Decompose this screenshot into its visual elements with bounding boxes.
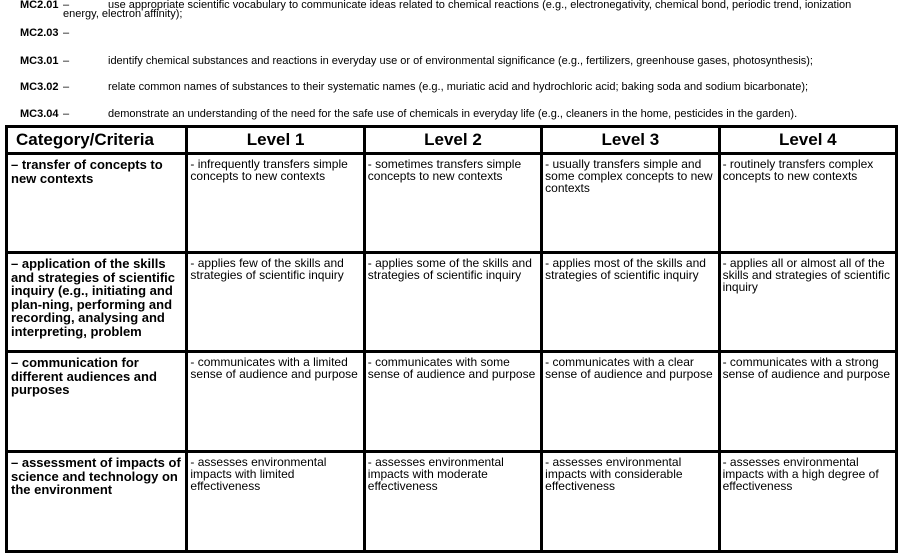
level-descriptor: - assesses environmental impacts with moderate effectiveness (367, 456, 504, 493)
level-4-cell (719, 154, 896, 253)
header-level-2: Level 2 (364, 127, 541, 154)
rubric-row (7, 452, 897, 552)
level-2-cell (364, 452, 541, 552)
level-2-cell (364, 352, 541, 452)
level-1-cell (187, 452, 364, 552)
level-4-cell (719, 452, 896, 552)
criteria-cell (7, 452, 187, 552)
expectation-dash: – (63, 81, 70, 93)
expectation-dash: – (63, 55, 70, 67)
criteria-cell (7, 253, 187, 352)
criteria-text: – assessment of impacts of science and technology on the environment (11, 456, 181, 498)
level-descriptor: - routinely transfers complex concepts to new contexts (722, 158, 874, 183)
expectation-text: use appropriate scientific vocabulary to communicate ideas related to chemical reactions (e.g., electronegativity, chemical bond, periodic trend, ionization (108, 0, 852, 11)
criteria-cell (7, 352, 187, 452)
criteria-text: – application of the skills and strategies of scientific inquiry (e.g., initiating and plan-ning, performing and recording, analysing and interpreting, problem (11, 257, 175, 339)
level-4-cell (719, 253, 896, 352)
criteria-cell (7, 154, 187, 253)
header-level-1: Level 1 (187, 127, 364, 154)
level-descriptor: - communicates with a clear sense of audience and purpose (545, 356, 713, 381)
level-3-cell (542, 154, 719, 253)
expectation-code: MC3.04 (20, 108, 59, 120)
level-descriptor: - applies most of the skills and strategies of scientific inquiry (545, 257, 706, 282)
level-descriptor: - sometimes transfers simple concepts to new contexts (367, 158, 522, 183)
level-descriptor: - assesses environmental impacts with considerable effectiveness (545, 456, 683, 493)
level-4-cell (719, 352, 896, 452)
level-descriptor: - applies few of the skills and strategies of scientific inquiry (190, 257, 344, 282)
level-3-cell (542, 452, 719, 552)
level-descriptor: - usually transfers simple and some complex concepts to new contexts (545, 158, 713, 195)
expectation-code: MC2.03 (20, 27, 59, 39)
rubric-table (5, 125, 898, 553)
rubric-header-row (7, 127, 897, 154)
level-3-cell (542, 352, 719, 452)
expectation-text: demonstrate an understanding of the need for the safe use of chemicals in everyday life (e.g., cleaners in the home, pesticides in the garden). (108, 108, 798, 120)
level-2-cell (364, 253, 541, 352)
level-descriptor: - applies all or almost all of the skills and strategies of scientific inquiry (722, 257, 890, 294)
expectation-code: MC2.01 (20, 0, 59, 11)
criteria-text: – communication for different audiences and purposes (11, 356, 157, 398)
level-descriptor: - infrequently transfers simple concepts to new contexts (190, 158, 348, 183)
level-descriptor: - communicates with a strong sense of audience and purpose (722, 356, 891, 381)
rubric-row (7, 352, 897, 452)
criteria-text: – transfer of concepts to new contexts (11, 158, 163, 186)
level-1-cell (187, 352, 364, 452)
level-descriptor: - communicates with some sense of audience and purpose (367, 356, 536, 381)
header-level-4: Level 4 (719, 127, 896, 154)
expectations-list (0, 0, 898, 124)
level-1-cell (187, 154, 364, 253)
expectation-dash: – (63, 108, 70, 120)
level-descriptor: - communicates with a limited sense of audience and purpose (190, 356, 358, 381)
expectation-dash: – (63, 0, 70, 11)
header-category-criteria: Category/Criteria (7, 127, 187, 154)
expectation-code: MC3.02 (20, 81, 59, 93)
rubric-row (7, 154, 897, 253)
header-level-3: Level 3 (542, 127, 719, 154)
level-1-cell (187, 253, 364, 352)
expectation-text: relate common names of substances to their systematic names (e.g., muriatic acid and hydrochloric acid; baking soda and sodium bicarbonate); (108, 81, 809, 93)
level-descriptor: - assesses environmental impacts with limited effectiveness (190, 456, 327, 493)
expectation-text-continued: energy, electron affinity); (63, 8, 183, 20)
rubric-row (7, 253, 897, 352)
level-3-cell (542, 253, 719, 352)
expectation-code: MC3.01 (20, 55, 59, 67)
expectation-dash: – (63, 27, 70, 39)
level-descriptor: - applies some of the skills and strategies of scientific inquiry (367, 257, 532, 282)
expectation-text: identify chemical substances and reactions in everyday use or of environmental significance (e.g., fertilizers, greenhouse gases, photosynthesis); (108, 55, 813, 67)
level-2-cell (364, 154, 541, 253)
level-descriptor: - assesses environmental impacts with a high degree of effectiveness (722, 456, 879, 493)
